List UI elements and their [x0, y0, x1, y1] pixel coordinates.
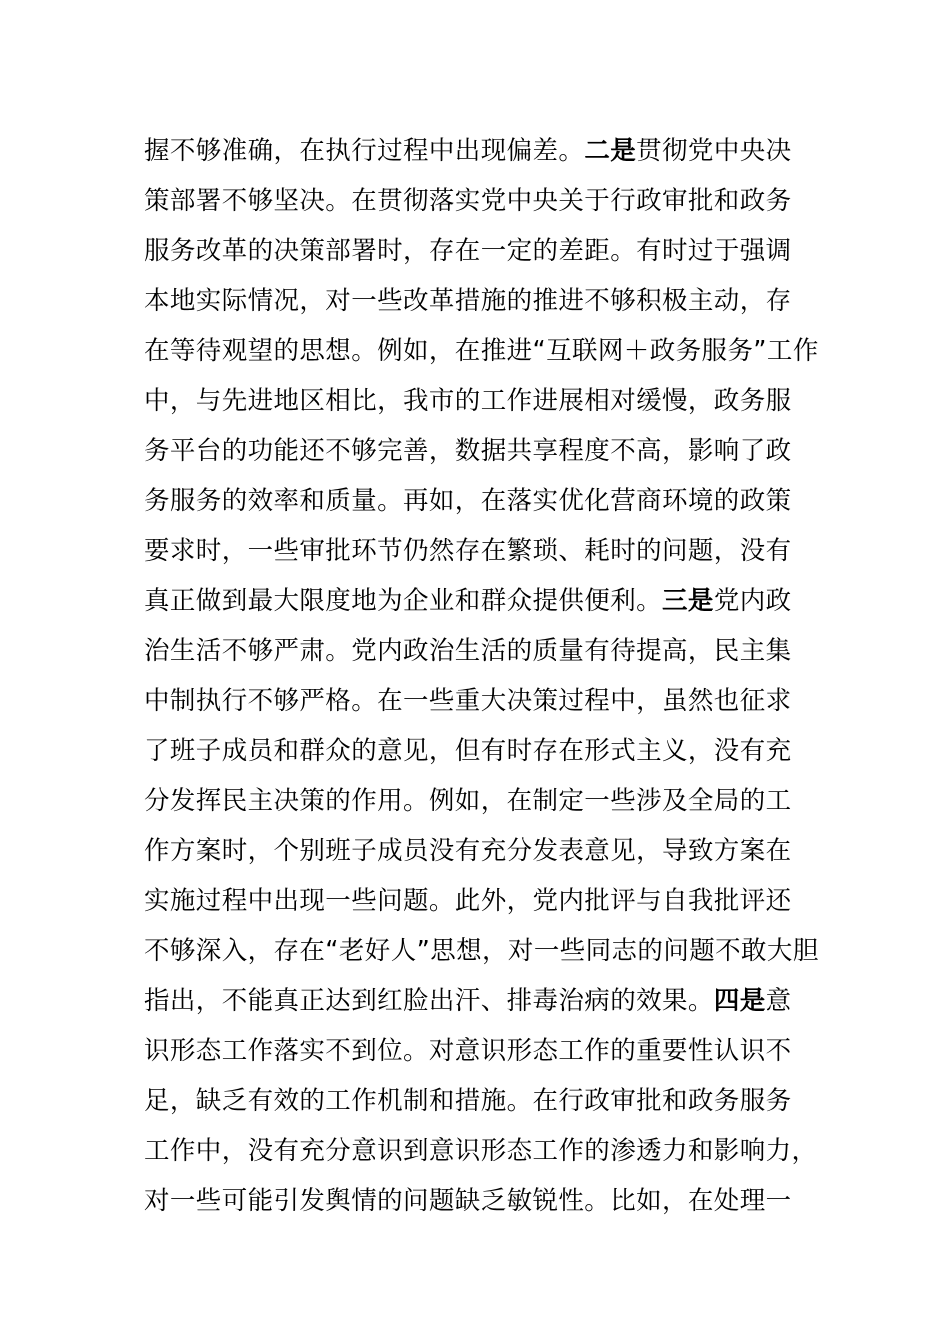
text-line	[144, 976, 814, 1026]
text-run: 要求时，一些审批环节仍然存在繁琐、耗时的问题，没有	[144, 536, 792, 566]
text-run: 贯彻党中央决	[636, 136, 792, 166]
text-run: 党内政	[713, 586, 792, 616]
text-run: 了班子成员和群众的意见，但有时存在形式主义，没有充	[144, 736, 792, 766]
bold-run: 三是	[662, 586, 714, 616]
text-run: 务平台的功能还不够完善，数据共享程度不高，影响了政	[144, 436, 792, 466]
text-line	[144, 526, 814, 576]
text-line	[144, 626, 814, 676]
bold-run: 四是	[713, 986, 766, 1016]
text-run: 务服务的效率和质量。再如，在落实优化营商环境的政策	[144, 486, 792, 516]
text-line	[144, 426, 814, 476]
text-run: 不够深入，存在“老好人”思想，对一些同志的问题不敢大胆	[144, 936, 819, 966]
text-line	[144, 126, 814, 176]
text-line	[144, 776, 814, 826]
text-run: 中，与先进地区相比，我市的工作进展相对缓慢，政务服	[144, 386, 792, 416]
text-run: 实施过程中出现一些问题。此外，党内批评与自我批评还	[144, 886, 792, 916]
text-line	[144, 326, 819, 376]
text-line	[144, 1076, 814, 1126]
text-line	[144, 1176, 814, 1226]
text-line	[144, 176, 814, 226]
text-line	[144, 826, 814, 876]
body-text	[144, 126, 819, 1226]
text-run: 在等待观望的思想。例如，在推进“互联网＋政务服务”工作	[144, 336, 819, 366]
text-line	[144, 726, 814, 776]
text-run: 意	[765, 986, 792, 1016]
text-run: 中制执行不够严格。在一些重大决策过程中，虽然也征求	[144, 686, 792, 716]
text-run: 本地实际情况，对一些改革措施的推进不够积极主动，存	[144, 286, 792, 316]
text-run: 分发挥民主决策的作用。例如，在制定一些涉及全局的工	[144, 786, 792, 816]
text-run: 策部署不够坚决。在贯彻落实党中央关于行政审批和政务	[144, 186, 792, 216]
text-line	[144, 476, 814, 526]
text-line	[144, 376, 814, 426]
text-run: 指出，不能真正达到红脸出汗、排毒治病的效果。	[144, 986, 714, 1016]
text-run: 足，缺乏有效的工作机制和措施。在行政审批和政务服务	[144, 1086, 792, 1116]
bold-run: 二是	[584, 136, 637, 166]
text-line	[144, 226, 814, 276]
text-run: 真正做到最大限度地为企业和群众提供便利。	[144, 586, 663, 616]
text-line	[144, 876, 814, 926]
text-run: 服务改革的决策部署时，存在一定的差距。有时过于强调	[144, 236, 792, 266]
text-line	[144, 276, 814, 326]
text-line	[144, 676, 814, 726]
text-run: 治生活不够严肃。党内政治生活的质量有待提高，民主集	[144, 636, 792, 666]
text-line	[144, 1126, 818, 1176]
text-run: 作方案时，个别班子成员没有充分发表意见，导致方案在	[144, 836, 792, 866]
text-run: 识形态工作落实不到位。对意识形态工作的重要性认识不	[144, 1036, 792, 1066]
text-run: 握不够准确，在执行过程中出现偏差。	[144, 136, 585, 166]
text-line	[144, 576, 814, 626]
text-run: 对一些可能引发舆情的问题缺乏敏锐性。比如，在处理一	[144, 1186, 792, 1216]
text-line	[144, 926, 819, 976]
text-run: 工作中，没有充分意识到意识形态工作的渗透力和影响力，	[144, 1136, 818, 1166]
text-line	[144, 1026, 814, 1076]
